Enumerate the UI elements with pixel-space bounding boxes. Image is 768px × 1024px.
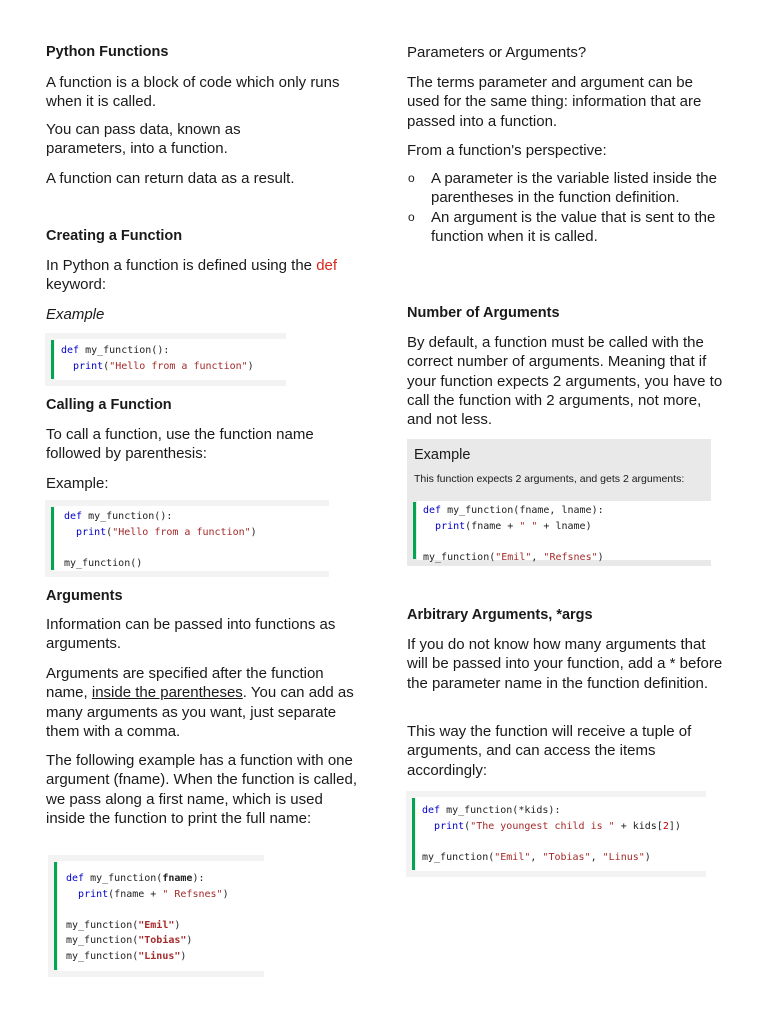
params-paragraph-1: The terms parameter and argument can be used for the same thing: information that are passed into a function. (407, 74, 702, 130)
example-label-2: Example: (46, 475, 109, 492)
params-heading: Parameters or Arguments? (407, 44, 587, 61)
arguments-paragraph-1: Information can be passed into functions as arguments. (46, 616, 336, 653)
arguments-paragraph-3: The following example has a function with one argument (fname). When the function is called, we pass along a first name, which is used inside the function to print the full name: (46, 752, 357, 827)
intro-paragraph-1: A function is a block of code which only runs when it is called. (46, 74, 340, 111)
def-keyword: def (316, 257, 338, 274)
params-bullet-list (407, 169, 727, 246)
page-title: Python Functions (46, 44, 169, 60)
arbitrary-heading: Arbitrary Arguments, *args (407, 607, 593, 623)
arguments-paragraph-2: Arguments are specified after the function name, inside the parentheses. You can add as many arguments as you want, just separate them with a comma. (46, 665, 354, 740)
example-box (407, 439, 711, 566)
bullet-item-parameter: o A parameter is the variable listed inside the parentheses in the function definition. (408, 170, 717, 207)
arbitrary-paragraph-2: This way the function will receive a tuple of arguments, and can access the items accordingly: (407, 723, 692, 779)
arguments-heading: Arguments (46, 588, 123, 604)
number-paragraph: By default, a function must be called with the correct number of arguments. Meaning that if your function expects 2 arguments, you have to call the function with 2 arguments, not more, and not less. (407, 334, 723, 429)
code-block-args: def my_function(*kids): print("The youngest child is " + kids[2]) my_function("Emil", "Tobias", "Linus") (406, 791, 706, 877)
params-paragraph-2: From a function's perspective: (407, 142, 607, 159)
code-block-call: def my_function(): print("Hello from a function") my_function() (45, 500, 329, 577)
code-block-fname: def my_function(fname): print(fname + " Refsnes") my_function("Emil") my_function("Tobias") my_function("Linus") (48, 855, 264, 977)
calling-paragraph: To call a function, use the function name followed by parenthesis: (46, 426, 314, 463)
code-block-two-args: def my_function(fname, lname): print(fname + " " + lname) my_function("Emil", "Refsnes") (407, 495, 711, 566)
arbitrary-paragraph-1: If you do not know how many arguments that will be passed into your function, add a * before the parameter name in the function definition. (407, 636, 723, 692)
calling-heading: Calling a Function (46, 397, 172, 413)
intro-paragraph-3: A function can return data as a result. (46, 170, 295, 187)
example-box-subtitle: This function expects 2 arguments, and gets 2 arguments: (414, 473, 685, 485)
number-heading: Number of Arguments (407, 305, 560, 321)
example-label: Example (46, 306, 105, 323)
underline-text: inside the parentheses (91, 684, 243, 702)
creating-heading: Creating a Function (46, 228, 183, 244)
example-box-title: Example (414, 447, 471, 463)
bullet-item-argument: o An argument is the value that is sent to the function when it is called. (408, 208, 716, 245)
creating-paragraph: In Python a function is defined using the def keyword: (46, 257, 338, 294)
code-block-create: def my_function(): print("Hello from a function") (45, 333, 286, 386)
intro-paragraph-2: You can pass data, known as parameters, into a function. (46, 121, 241, 158)
